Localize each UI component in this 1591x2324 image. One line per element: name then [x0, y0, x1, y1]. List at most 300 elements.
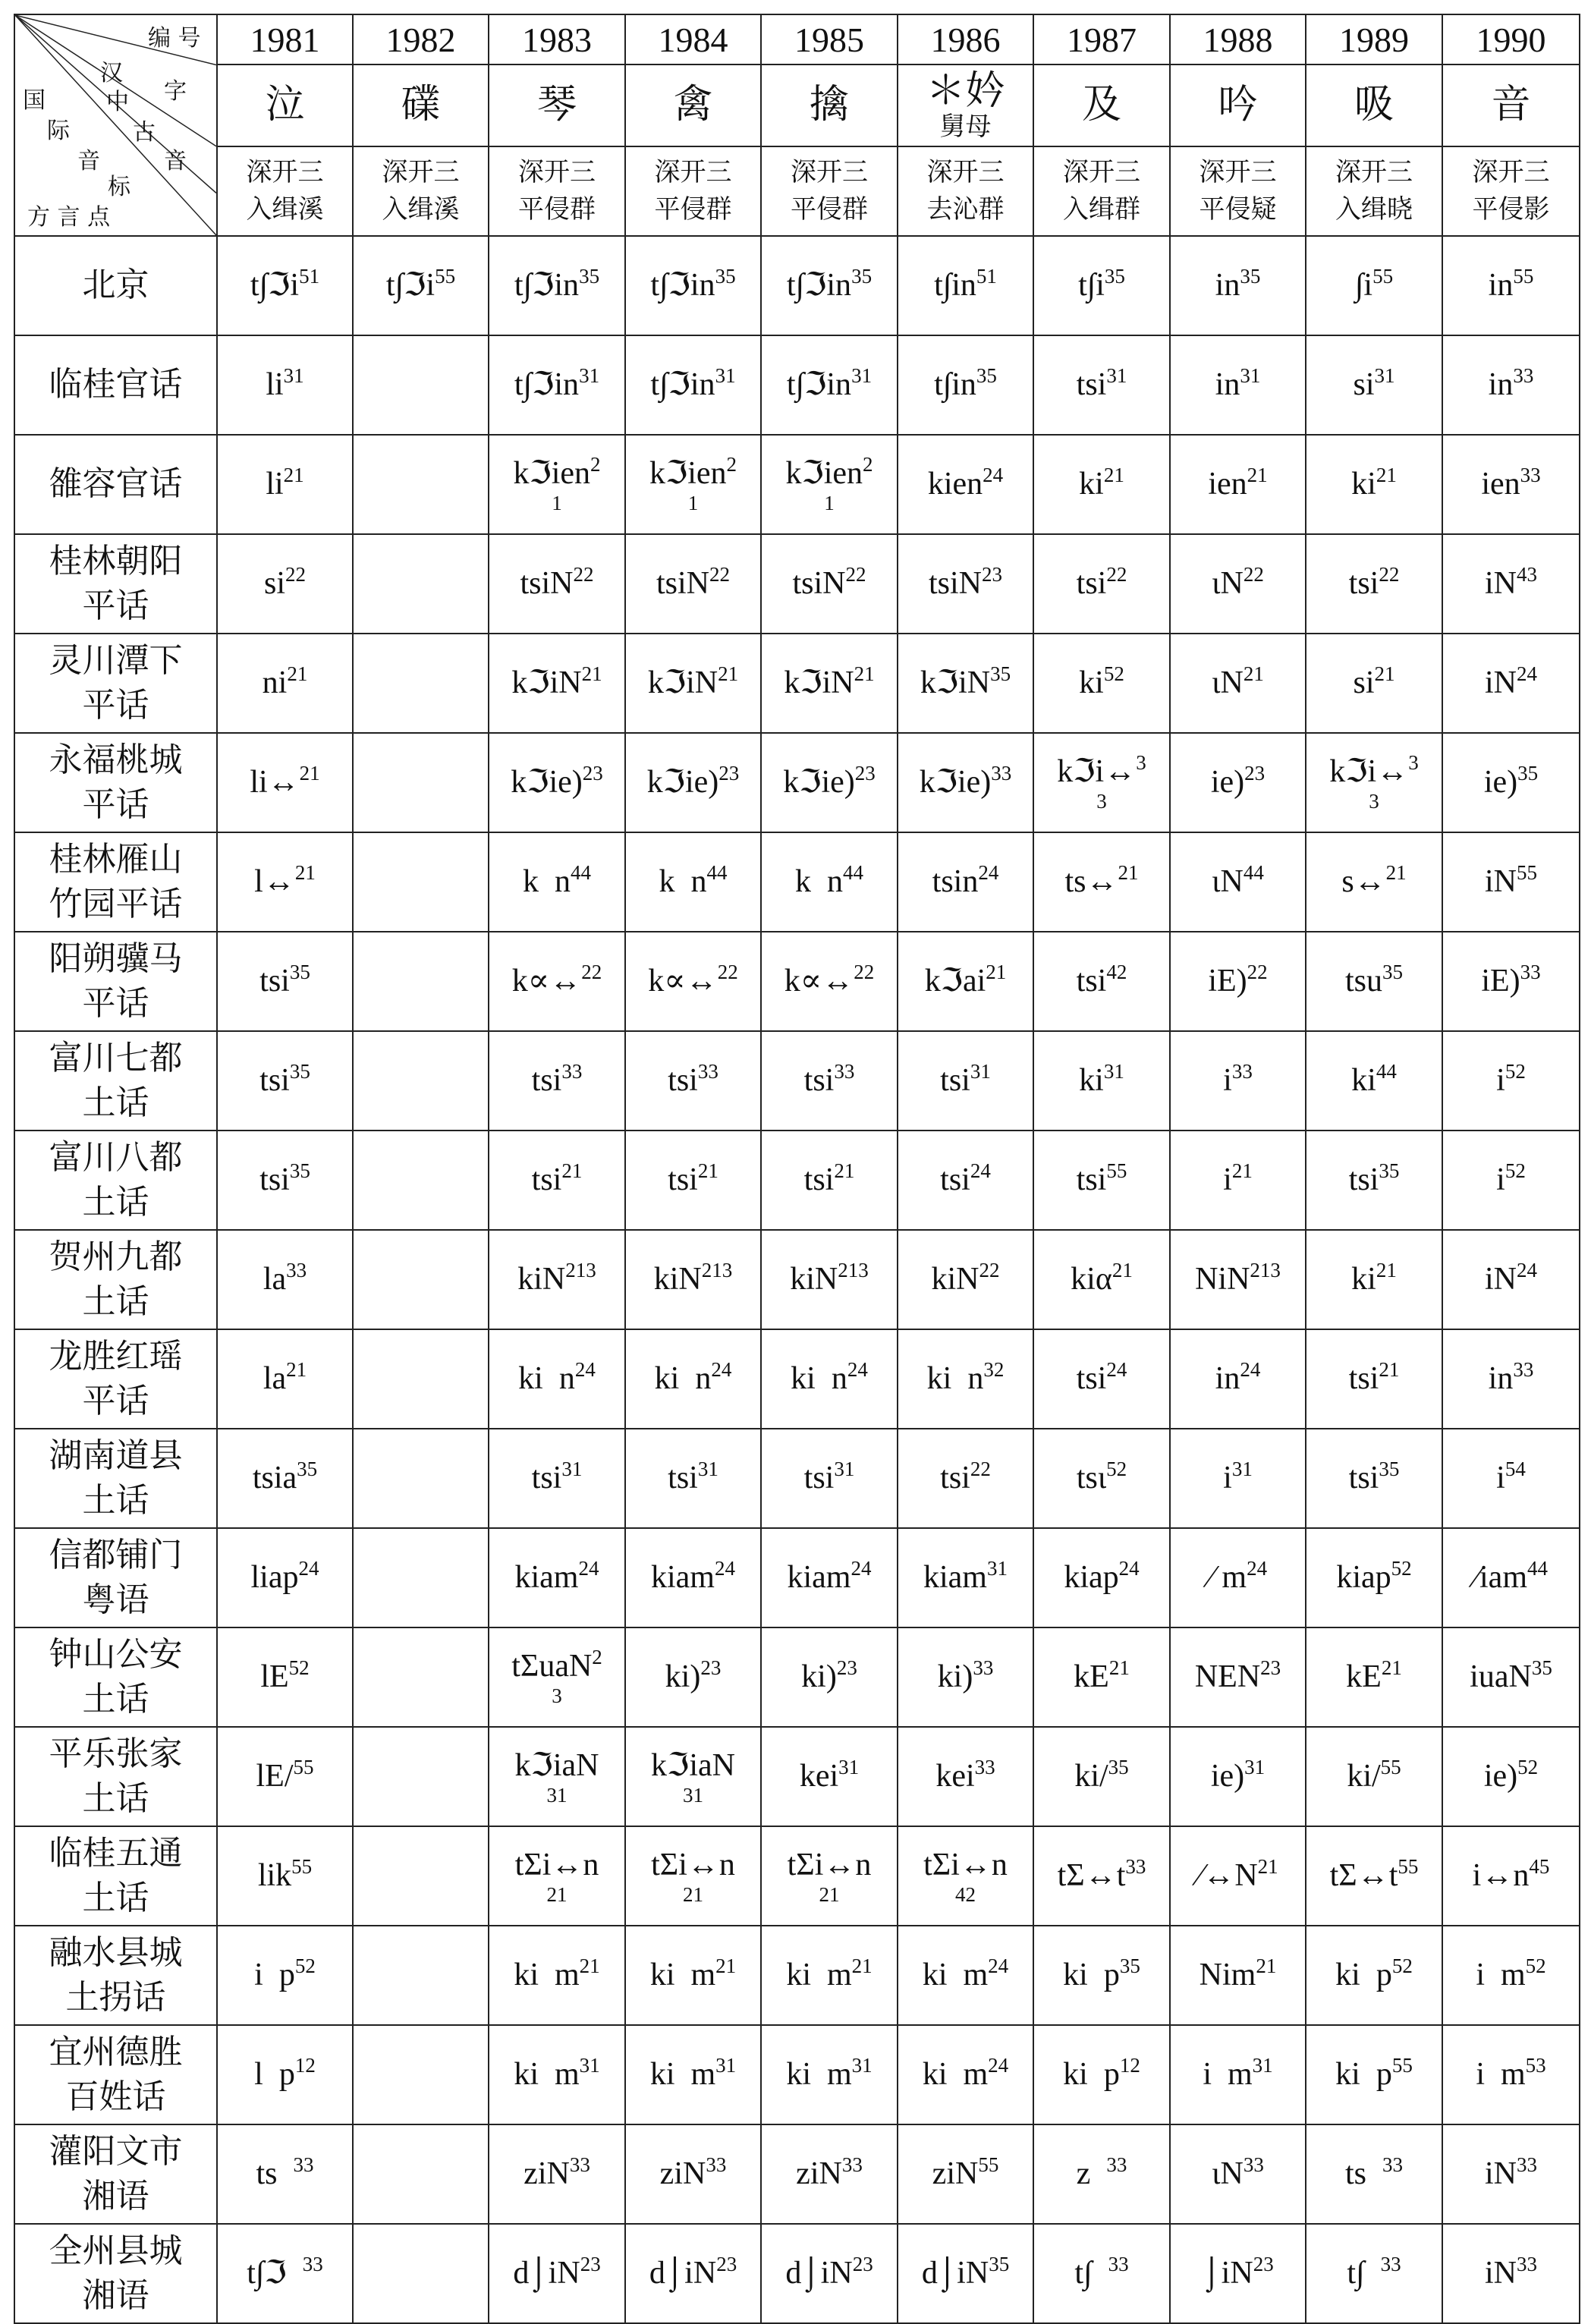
- corner-label-dialect-point: 方 言 点: [27, 204, 111, 231]
- dialect-pronunciation-table: [14, 14, 1580, 2324]
- dialect-location: [14, 1727, 217, 1826]
- location-line: 雒容官话: [49, 464, 183, 504]
- tone-value: 55: [1372, 265, 1394, 288]
- pronunciation-cell: [1033, 1230, 1170, 1329]
- phonetic-base: tsi: [1348, 1162, 1379, 1198]
- pronunciation-cell: [898, 832, 1033, 932]
- tone-value: 23: [852, 2253, 873, 2276]
- pronunciation-cell: [898, 733, 1033, 832]
- location-line: 平话: [82, 586, 149, 625]
- pronunciation-cell: [1033, 1131, 1170, 1230]
- phonetic-base: ki m: [786, 1958, 852, 1993]
- location-line: 灌阳文市: [49, 2132, 183, 2171]
- tone-value: 55: [978, 2153, 999, 2177]
- pronunciation-cell: [1033, 2124, 1170, 2224]
- pronunciation-cell: [625, 932, 761, 1031]
- pronunciation-cell: [217, 1826, 353, 1926]
- tone-value: 52: [1391, 1954, 1413, 1978]
- tone-value: 31: [1244, 1756, 1266, 1779]
- pronunciation-cell: [489, 1528, 625, 1627]
- tone-value: 22: [970, 1458, 991, 1481]
- tone-value: 35: [289, 1060, 310, 1083]
- location-line: 富川八都: [49, 1138, 183, 1178]
- pronunciation-cell: [898, 2124, 1033, 2224]
- phonetic-base: ki m: [649, 1958, 716, 1993]
- phonetic-base: kiN: [790, 1262, 838, 1297]
- tone-value-wrap: 31: [683, 1784, 703, 1807]
- tone-value: 21: [1376, 1259, 1397, 1282]
- pronunciation-cell: [761, 1329, 898, 1429]
- pronunciation-cell: [1306, 1429, 1442, 1528]
- character-glyph: 禽: [673, 82, 713, 128]
- phonetic-base: kℑie): [511, 765, 583, 800]
- tone-value: 24: [298, 1557, 319, 1580]
- column-character: [625, 64, 761, 146]
- tone-value: 23: [982, 563, 1002, 587]
- phonetic-base: kiN: [517, 1262, 566, 1297]
- phonetic-base: tsι: [1076, 1461, 1107, 1496]
- column-character: [217, 64, 353, 146]
- middle-chinese-line: 深开三: [382, 156, 460, 187]
- tone-value: 21: [854, 662, 875, 686]
- phonetic-base: tΣ↔t: [1057, 1858, 1126, 1894]
- pronunciation-cell: [353, 1627, 489, 1727]
- pronunciation-cell: [1442, 335, 1580, 435]
- tone-value: 3: [1136, 750, 1146, 774]
- dialect-location: [14, 2224, 217, 2323]
- pronunciation-cell: [1170, 335, 1306, 435]
- pronunciation-cell: [217, 733, 353, 832]
- phonetic-base: ie): [1483, 765, 1518, 800]
- dialect-location: [14, 236, 217, 335]
- column-number: 1983: [489, 14, 625, 64]
- pronunciation-cell: [625, 733, 761, 832]
- dialect-row: [14, 1031, 1580, 1131]
- middle-chinese-line: 深开三: [654, 156, 732, 187]
- phonetic-base: ιN: [1212, 566, 1244, 602]
- pronunciation-cell: [898, 1429, 1033, 1528]
- tone-value: 31: [283, 364, 304, 388]
- phonetic-base: liap: [250, 1560, 299, 1596]
- dialect-location: [14, 534, 217, 634]
- phonetic-base: in: [1215, 268, 1240, 303]
- phonetic-base: t∫: [1074, 2256, 1108, 2291]
- phonetic-base: tsi: [940, 1461, 970, 1496]
- character-glyph: 琴: [536, 82, 577, 128]
- column-middle-chinese: [1306, 146, 1442, 236]
- location-line: 灵川潭下: [49, 641, 183, 681]
- phonetic-base: ziN: [932, 2156, 979, 2192]
- column-character: [761, 64, 898, 146]
- pronunciation-cell: [353, 1727, 489, 1826]
- tone-value: 21: [1374, 662, 1395, 686]
- phonetic-base: kℑiaN: [651, 1747, 735, 1783]
- dialect-row: [14, 2124, 1580, 2224]
- phonetic-base: i: [1496, 1063, 1505, 1099]
- phonetic-base: kiam: [651, 1560, 715, 1596]
- dialect-row: [14, 335, 1580, 435]
- tone-value: 52: [1505, 1159, 1526, 1183]
- tone-value: 55: [293, 1756, 314, 1779]
- tone-value: 33: [1520, 464, 1541, 487]
- pronunciation-cell: [625, 1031, 761, 1131]
- phonetic-base: tsi: [1348, 1361, 1379, 1397]
- tone-value: 45: [1529, 1855, 1550, 1879]
- pronunciation-cell: [353, 1230, 489, 1329]
- column-middle-chinese: [898, 146, 1033, 236]
- column-middle-chinese: [1033, 146, 1170, 236]
- location-line: 平话: [82, 685, 149, 725]
- dialect-row: [14, 1926, 1580, 2025]
- tone-value: 31: [715, 2054, 737, 2077]
- location-line: 土话: [82, 1878, 149, 1917]
- phonetic-base: lE/: [256, 1759, 294, 1794]
- tone-value: 31: [1374, 364, 1395, 388]
- phonetic-base: kℑiN: [647, 665, 718, 701]
- phonetic-base: i: [1223, 1461, 1232, 1496]
- pronunciation-cell: [1306, 1329, 1442, 1429]
- phonetic-base: tsi: [531, 1162, 562, 1198]
- tone-value: 21: [1111, 1259, 1133, 1282]
- tone-value: 23: [718, 762, 740, 785]
- tone-value: 213: [701, 1259, 733, 1282]
- phonetic-base: in: [1215, 367, 1240, 403]
- tone-value-wrap: 3: [552, 1684, 562, 1708]
- tone-value: 33: [1108, 2253, 1129, 2276]
- pronunciation-cell: [489, 634, 625, 733]
- tone-value: 213: [838, 1259, 869, 1282]
- middle-chinese-line: 去沁群: [926, 194, 1005, 225]
- pronunciation-cell: [898, 932, 1033, 1031]
- phonetic-base: ki p: [1063, 2057, 1120, 2093]
- pronunciation-cell: [625, 534, 761, 634]
- phonetic-base: tsi: [259, 964, 290, 999]
- location-line: 土话: [82, 1282, 149, 1321]
- phonetic-base: tΣi↔n: [923, 1847, 1008, 1882]
- pronunciation-cell: [217, 1131, 353, 1230]
- pronunciation-cell: [217, 1429, 353, 1528]
- pronunciation-cell: [898, 2025, 1033, 2124]
- location-line: 宜州德胜: [49, 2033, 183, 2072]
- pronunciation-cell: [1306, 1926, 1442, 2025]
- tone-value: 33: [1520, 961, 1541, 984]
- phonetic-base: i m: [1476, 2057, 1526, 2093]
- pronunciation-cell: [1306, 2025, 1442, 2124]
- dialect-row: [14, 634, 1580, 733]
- phonetic-base: Nim: [1199, 1958, 1256, 1993]
- pronunciation-cell: [489, 1727, 625, 1826]
- pronunciation-cell: [1033, 435, 1170, 534]
- pronunciation-cell: [1033, 634, 1170, 733]
- tone-value: 24: [578, 1557, 599, 1580]
- pronunciation-cell: [898, 1131, 1033, 1230]
- tone-value: 33: [293, 2153, 314, 2177]
- pronunciation-cell: [353, 435, 489, 534]
- tone-value: 213: [565, 1259, 596, 1282]
- phonetic-base: kℑiN: [920, 665, 991, 701]
- pronunciation-cell: [761, 1627, 898, 1727]
- tone-value: 22: [1247, 961, 1268, 984]
- pronunciation-cell: [1442, 1627, 1580, 1727]
- phonetic-base: t∫i: [1078, 268, 1105, 303]
- phonetic-base: tsi: [1076, 1361, 1107, 1397]
- pronunciation-cell: [898, 1926, 1033, 2025]
- middle-chinese-line: 入缉溪: [382, 194, 460, 225]
- phonetic-base: ki p: [1063, 1958, 1120, 1993]
- tone-value: 35: [1382, 961, 1403, 984]
- phonetic-base: tsi: [803, 1461, 835, 1496]
- pronunciation-cell: [1170, 1429, 1306, 1528]
- phonetic-base: i: [1496, 1461, 1505, 1496]
- location-line: 信都铺门: [49, 1536, 183, 1575]
- phonetic-base: tΣi↔n: [514, 1847, 599, 1882]
- pronunciation-cell: [217, 534, 353, 634]
- phonetic-base: lE: [260, 1659, 289, 1695]
- dialect-location: [14, 1131, 217, 1230]
- phonetic-base: i: [1223, 1162, 1232, 1198]
- tone-value-wrap: 3: [1096, 790, 1107, 813]
- phonetic-base: iE): [1481, 964, 1520, 999]
- phonetic-base: ien: [1208, 467, 1247, 502]
- tone-value: 31: [986, 1557, 1008, 1580]
- middle-chinese-line: 入缉溪: [246, 194, 324, 225]
- tone-value: 23: [1244, 762, 1266, 785]
- pronunciation-cell: [217, 2124, 353, 2224]
- pronunciation-cell: [1170, 1926, 1306, 2025]
- middle-chinese-line: 深开三: [518, 156, 596, 187]
- pronunciation-cell: [1033, 832, 1170, 932]
- location-line: 湘语: [82, 2176, 149, 2216]
- character-glyph: 及: [1081, 82, 1121, 128]
- tone-value: 33: [1125, 1855, 1146, 1879]
- tone-value: 35: [579, 265, 600, 288]
- phonetic-base: ⌡iN: [1202, 2256, 1253, 2291]
- tone-value: 31: [697, 1458, 718, 1481]
- column-character: [489, 64, 625, 146]
- phonetic-base: tsu: [1344, 964, 1382, 999]
- phonetic-base: ki p: [1335, 1958, 1392, 1993]
- tone-value: 21: [1103, 464, 1124, 487]
- tone-value: 21: [1376, 464, 1397, 487]
- pronunciation-cell: [1033, 1429, 1170, 1528]
- phonetic-base: in: [1215, 1361, 1240, 1397]
- tone-value: 23: [836, 1656, 857, 1680]
- phonetic-base: iN: [1485, 566, 1517, 602]
- phonetic-base: ki m: [786, 2057, 852, 2093]
- pronunciation-cell: [353, 1826, 489, 1926]
- phonetic-base: ∫i: [1354, 268, 1373, 303]
- corner-label-number: 编 号: [148, 25, 201, 52]
- phonetic-base: si: [263, 566, 285, 602]
- phonetic-base: kiap: [1336, 1560, 1391, 1596]
- phonetic-base: li: [266, 467, 284, 502]
- tone-value: 35: [851, 265, 873, 288]
- dialect-row: [14, 932, 1580, 1031]
- tone-value: 22: [709, 563, 730, 587]
- pronunciation-cell: [217, 1926, 353, 2025]
- dialect-row: [14, 832, 1580, 932]
- tone-value: 21: [715, 1954, 737, 1978]
- column-character: [1306, 64, 1442, 146]
- tone-value: 21: [851, 1954, 873, 1978]
- pronunciation-cell: [1033, 932, 1170, 1031]
- pronunciation-cell: [1306, 1131, 1442, 1230]
- middle-chinese-row: [14, 146, 1580, 236]
- tone-value: 33: [1106, 2153, 1127, 2177]
- phonetic-base: ki: [1079, 467, 1104, 502]
- phonetic-base: li↔: [250, 765, 300, 800]
- tone-value: 24: [988, 1954, 1009, 1978]
- tone-value: 33: [1382, 2153, 1403, 2177]
- location-line: 湘语: [82, 2275, 149, 2315]
- tone-value: 31: [561, 1458, 583, 1481]
- tone-value: 52: [1106, 1458, 1127, 1481]
- phonetic-base: ziN: [796, 2156, 842, 2192]
- dialect-row: [14, 1329, 1580, 1429]
- pronunciation-cell: [489, 236, 625, 335]
- pronunciation-cell: [217, 2025, 353, 2124]
- pronunciation-cell: [353, 1429, 489, 1528]
- pronunciation-cell: [1306, 2224, 1442, 2323]
- tone-value: 21: [1381, 1656, 1402, 1680]
- pronunciation-cell: [353, 335, 489, 435]
- dialect-row: [14, 435, 1580, 534]
- pronunciation-cell: [353, 932, 489, 1031]
- pronunciation-cell: [1033, 2224, 1170, 2323]
- tone-value: 33: [974, 1756, 995, 1779]
- pronunciation-cell: [761, 1429, 898, 1528]
- column-number: 1984: [625, 14, 761, 64]
- tone-value: 35: [1240, 265, 1261, 288]
- phonetic-base: z: [1076, 2156, 1107, 2192]
- tone-value: 35: [1379, 1159, 1400, 1183]
- phonetic-base: ki: [1351, 1063, 1376, 1099]
- location-line: 竹园平话: [49, 884, 183, 923]
- dialect-location: [14, 832, 217, 932]
- phonetic-base: t∫ℑin: [650, 367, 715, 403]
- phonetic-base: iN: [1485, 2156, 1517, 2192]
- tone-value: 55: [1513, 265, 1534, 288]
- tone-value: 23: [854, 762, 876, 785]
- tone-value: 35: [976, 364, 997, 388]
- phonetic-base: ⁄iam: [1474, 1560, 1527, 1596]
- phonetic-base: t∫: [1347, 2256, 1381, 2291]
- phonetic-base: kℑie): [646, 765, 719, 800]
- phonetic-base: ki: [1351, 1262, 1376, 1297]
- phonetic-base: tΣi↔n: [651, 1847, 735, 1882]
- pronunciation-cell: [353, 1926, 489, 2025]
- phonetic-base: tsi: [668, 1162, 698, 1198]
- tone-value: 12: [1119, 2054, 1140, 2077]
- tone-value: 35: [715, 265, 736, 288]
- tone-value: 22: [854, 961, 875, 984]
- pronunciation-cell: [489, 335, 625, 435]
- dialect-location: [14, 2124, 217, 2224]
- tone-value: 53: [1525, 2054, 1546, 2077]
- tone-value: 23: [1253, 2253, 1274, 2276]
- middle-chinese-line: 平侵疑: [1199, 194, 1277, 225]
- phonetic-base: t∫in: [934, 367, 976, 403]
- pronunciation-cell: [353, 634, 489, 733]
- pronunciation-cell: [898, 335, 1033, 435]
- pronunciation-cell: [625, 1230, 761, 1329]
- pronunciation-cell: [489, 1131, 625, 1230]
- tone-value: 21: [697, 1159, 718, 1183]
- pronunciation-cell: [489, 932, 625, 1031]
- location-line: 土话: [82, 1778, 149, 1818]
- dialect-location: [14, 435, 217, 534]
- number-row: [14, 14, 1580, 64]
- character-glyph: 吸: [1354, 82, 1394, 128]
- pronunciation-cell: [898, 1627, 1033, 1727]
- corner-label-gu: 古: [133, 119, 156, 146]
- pronunciation-cell: [217, 1727, 353, 1826]
- phonetic-base: ⁄ m: [1208, 1560, 1247, 1596]
- phonetic-base: li: [266, 367, 284, 403]
- tone-value: 35: [1119, 1954, 1140, 1978]
- dialect-location: [14, 2025, 217, 2124]
- phonetic-base: kℑie): [919, 765, 992, 800]
- tone-value: 31: [715, 364, 736, 388]
- character-glyph: 擒: [809, 82, 849, 128]
- location-line: 湖南道县: [49, 1436, 183, 1476]
- location-line: 土话: [82, 1679, 149, 1719]
- phonetic-base: kℑien: [649, 455, 727, 491]
- phonetic-base: kℑiN: [784, 665, 854, 701]
- dialect-location: [14, 1528, 217, 1627]
- pronunciation-cell: [1442, 1727, 1580, 1826]
- pronunciation-cell: [1442, 1230, 1580, 1329]
- corner-label-guo: 国: [23, 87, 46, 114]
- pronunciation-cell: [898, 1727, 1033, 1826]
- pronunciation-cell: [1442, 1926, 1580, 2025]
- location-line: 贺州九都: [49, 1237, 183, 1277]
- dialect-location: [14, 1826, 217, 1926]
- phonetic-base: kiam: [923, 1560, 987, 1596]
- tone-value: 33: [697, 1060, 718, 1083]
- pronunciation-cell: [625, 1826, 761, 1926]
- tone-value: 31: [970, 1060, 991, 1083]
- tone-value: 21: [1108, 1656, 1130, 1680]
- pronunciation-cell: [761, 634, 898, 733]
- corner-label-biao: 标: [108, 174, 130, 200]
- phonetic-base: k n: [795, 864, 843, 900]
- tone-value: 51: [976, 265, 997, 288]
- tone-value: 24: [711, 1358, 732, 1382]
- tone-value: 21: [1118, 861, 1139, 885]
- tone-value: 24: [1106, 1358, 1127, 1382]
- phonetic-base: t∫ℑ: [247, 2256, 303, 2291]
- phonetic-base: ⁄↔N: [1197, 1858, 1258, 1894]
- tone-value: 33: [302, 2253, 323, 2276]
- phonetic-base: ie): [1210, 765, 1245, 800]
- phonetic-base: in: [1488, 367, 1514, 403]
- tone-value: 2: [592, 1645, 602, 1668]
- tone-value: 31: [1231, 1458, 1253, 1481]
- phonetic-base: ιN: [1212, 2156, 1244, 2192]
- pronunciation-cell: [353, 733, 489, 832]
- phonetic-base: si: [1353, 665, 1375, 701]
- pronunciation-cell: [898, 1329, 1033, 1429]
- dialect-row: [14, 534, 1580, 634]
- location-line: 平话: [82, 983, 149, 1023]
- phonetic-base: tsiN: [792, 566, 846, 602]
- pronunciation-cell: [1306, 932, 1442, 1031]
- dialect-row: [14, 1528, 1580, 1627]
- tone-value: 33: [286, 1259, 307, 1282]
- phonetic-base: tΣi↔n: [787, 1847, 872, 1882]
- pronunciation-cell: [353, 2124, 489, 2224]
